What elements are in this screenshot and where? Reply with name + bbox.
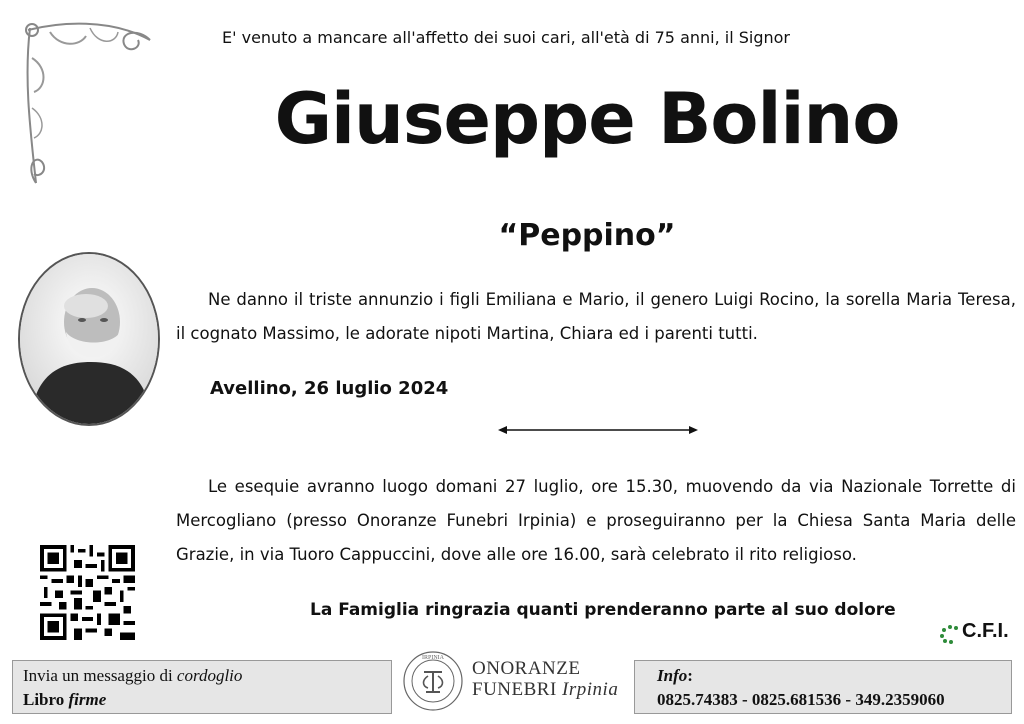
logo-ring-text: IRPINIA [422, 655, 444, 661]
guestbook-prefix: Libro [23, 690, 69, 709]
place-date: Avellino, 26 luglio 2024 [210, 378, 449, 399]
cfi-dots-icon [940, 624, 962, 644]
deceased-name: Giuseppe Bolino [274, 78, 900, 160]
divider-arrow [498, 424, 698, 436]
funeral-home-logo-icon [402, 650, 464, 712]
funeral-paragraph: Le esequie avranno luogo domani 27 luglio, ore 15.30, muovendo da via Nazionale Torrette di Mercogliano (presso Onoranze Funebri Irpinia) e proseguiranno per la Chiesa Santa Maria delle Grazie, in via Tuoro Cappuccini, dove alle ore 16.00, sarà celebrato il rito religioso. [176, 477, 1016, 564]
condolence-link[interactable] [23, 664, 381, 688]
family-thanks: La Famiglia ringrazia quanti prenderanno parte al suo dolore [310, 600, 896, 620]
guestbook-italic: firme [68, 690, 107, 709]
guestbook-link[interactable] [23, 688, 381, 712]
announcement-paragraph: Ne danno il triste annunzio i figli Emiliana e Mario, il genero Luigi Rocino, la sorella Maria Teresa, il cognato Massimo, le adorate nipoti Martina, Chiara ed i parenti tutti. [176, 290, 1016, 343]
condolence-panel[interactable] [12, 660, 392, 714]
brand-line2-prefix: FUNEBRI [472, 679, 563, 700]
cfi-logo [940, 620, 1020, 650]
nickname: “Peppino” [498, 218, 676, 253]
funeral-home-name [472, 658, 618, 700]
info-label: Info [657, 666, 688, 685]
cfi-logo-text: C.F.I. [962, 620, 1009, 642]
intro-text: E' venuto a mancare all'affetto dei suoi cari, all'età di 75 anni, il Signor [222, 28, 791, 47]
brand-line2-italic: Irpinia [562, 679, 619, 700]
condolence-prefix: Invia un messaggio di [23, 666, 177, 685]
phone-numbers[interactable]: 0825.74383 - 0825.681536 - 349.2359060 [657, 690, 945, 709]
condolence-italic: cordoglio [176, 666, 243, 685]
info-panel: Info: 0825.74383 - 0825.681536 - 349.2359060 [634, 660, 1012, 714]
qr-code[interactable] [40, 545, 135, 640]
brand-line1: ONORANZE [472, 658, 581, 679]
portrait-photo [18, 252, 160, 426]
